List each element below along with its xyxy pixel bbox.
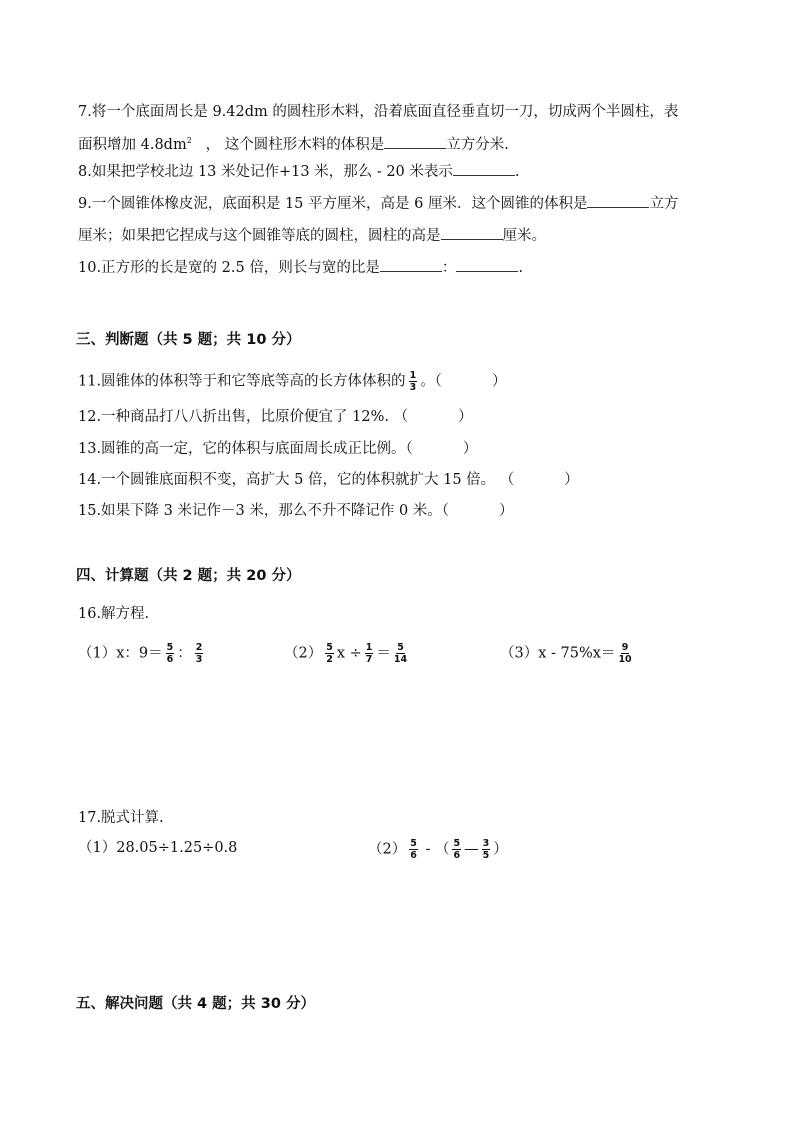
- fraction: [482, 838, 491, 861]
- denominator: 6: [410, 850, 417, 861]
- paren-close: ）: [491, 373, 507, 390]
- answer-blank[interactable]: [587, 193, 649, 208]
- answer-blank[interactable]: [453, 161, 515, 176]
- q7-text: 面积增加 4.8dm: [78, 136, 187, 153]
- calculation-2: [368, 838, 508, 861]
- eq-text: （1）x：9＝: [78, 645, 163, 662]
- question-15: [78, 501, 514, 521]
- numerator: 1: [365, 642, 373, 653]
- fraction: [166, 642, 175, 665]
- denominator: 3: [409, 382, 417, 393]
- equation-3: [500, 642, 635, 665]
- eq-text: ：: [177, 645, 192, 662]
- question-17: 17.脱式计算.: [78, 810, 164, 826]
- calc-text: ）: [493, 841, 508, 858]
- answer-blank[interactable]: [380, 257, 442, 272]
- denominator: 2: [326, 654, 333, 665]
- question-16: 16.解方程.: [78, 606, 150, 622]
- q15-text: 15.如果下降 3 米记作－3 米，那么不升不降记作 0 米。（: [78, 503, 450, 519]
- fraction: [325, 642, 334, 665]
- question-10: [78, 257, 523, 278]
- superscript: 2: [186, 136, 192, 145]
- question-7-line1: [78, 102, 678, 122]
- q9-text: 厘米；如果把它捏成与这个圆锥等底的圆柱，圆柱的高是: [78, 228, 441, 244]
- eq-text: ＝: [376, 645, 391, 662]
- q8-text: .: [514, 164, 520, 180]
- q10-text: .: [518, 260, 523, 276]
- calc-text: —: [464, 841, 479, 858]
- fraction: [409, 370, 418, 393]
- calc-text: - （: [420, 841, 450, 858]
- q12-text: 12.一种商品打八八折出售，比原价便宜了 12%. （: [78, 409, 409, 425]
- fraction: [618, 642, 631, 665]
- q7-text: ， 这个圆柱形木料的体积是: [205, 136, 385, 153]
- eq-text: x ÷: [336, 645, 362, 662]
- equation-1: [78, 642, 206, 665]
- numerator: 5: [397, 642, 404, 653]
- denominator: 10: [618, 654, 632, 665]
- fraction: [195, 642, 204, 665]
- question-9-line2: [78, 225, 546, 246]
- denominator: 5: [482, 850, 490, 861]
- eq-text: （3）x - 75%x＝: [500, 645, 616, 662]
- question-7-line2: [78, 131, 509, 155]
- paren-close: ）: [462, 441, 478, 457]
- q11-text: 。（: [420, 373, 442, 390]
- denominator: 7: [365, 654, 373, 665]
- paren-close: ）: [499, 503, 514, 519]
- numerator: 9: [621, 642, 629, 653]
- eq-text: （2）: [284, 645, 323, 662]
- answer-blank[interactable]: [456, 257, 518, 272]
- equation-2: [284, 642, 410, 665]
- numerator: 1: [409, 370, 417, 381]
- q14-text: 14.一个圆锥底面积不变，高扩大 5 倍，它的体积就扩大 15 倍。 （: [78, 472, 515, 488]
- numerator: 3: [482, 838, 490, 849]
- question-11: [78, 370, 506, 393]
- question-14: [78, 470, 579, 490]
- question-8: [78, 161, 520, 182]
- section-4-title: 四、计算题（共 2 题；共 20 分）: [76, 568, 301, 584]
- answer-blank[interactable]: [384, 134, 446, 149]
- fraction: [452, 838, 461, 861]
- fraction: [394, 642, 407, 665]
- answer-blank[interactable]: [441, 225, 503, 240]
- paren-close: ）: [458, 409, 473, 425]
- denominator: 14: [393, 654, 408, 665]
- q9-text: 厘米。: [502, 228, 546, 244]
- numerator: 5: [166, 642, 174, 653]
- paren-close: ）: [564, 472, 579, 488]
- numerator: 5: [453, 838, 461, 849]
- q8-text: 8.如果把学校北边 13 米处记作+13 米，那么 - 20 米表示: [78, 164, 453, 180]
- denominator: 3: [195, 654, 203, 665]
- colon: ：: [441, 260, 457, 276]
- question-9-line1: [78, 193, 678, 214]
- section-3-title: 三、判断题（共 5 题；共 10 分）: [76, 332, 301, 348]
- q10-text: 10.正方形的长是宽的 2.5 倍，则长与宽的比是: [78, 260, 380, 276]
- q7-text: 7.将一个底面周长是 9.42dm 的圆柱形木料，沿着底面直径垂直切一刀，切成两个半圆柱，表: [78, 104, 679, 120]
- question-13: [78, 439, 477, 459]
- calc-text: （2）: [368, 841, 407, 858]
- q13-text: 13.圆锥的高一定，它的体积与底面周长成正比例。（: [78, 441, 413, 457]
- section-5-title: 五、解决问题（共 4 题；共 30 分）: [76, 996, 315, 1012]
- q9-text: 立方: [649, 196, 679, 212]
- calculation-1: （1）28.05÷1.25÷0.8: [78, 840, 238, 856]
- question-12: [78, 407, 473, 427]
- fraction: [409, 838, 418, 861]
- q7-text: 立方分米.: [446, 136, 509, 153]
- q11-text: 11.圆锥体的体积等于和它等底等高的长方体体积的: [78, 373, 406, 390]
- fraction: [365, 642, 374, 665]
- numerator: 5: [410, 838, 417, 849]
- denominator: 6: [166, 654, 174, 665]
- numerator: 5: [326, 642, 333, 653]
- numerator: 2: [195, 642, 203, 653]
- denominator: 6: [453, 850, 461, 861]
- q9-text: 9.一个圆锥体橡皮泥，底面积是 15 平方厘米，高是 6 厘米．这个圆锥的体积是: [78, 196, 588, 212]
